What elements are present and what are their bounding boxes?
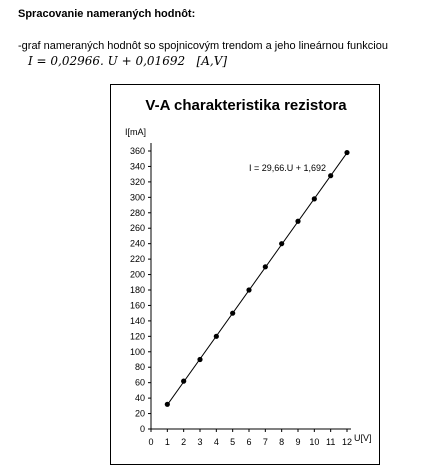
description-text: -graf nameraných hodnôt so spojnicovým trendom a jeho lineárnou funkciou xyxy=(18,40,388,52)
data-point xyxy=(197,357,202,362)
x-tick-label: 12 xyxy=(341,437,353,447)
x-tick-label: 9 xyxy=(295,437,301,447)
chart-container xyxy=(110,84,380,465)
y-tick-label: 60 xyxy=(134,377,145,388)
data-point xyxy=(246,287,251,292)
data-point xyxy=(181,379,186,384)
x-tick-label: 2 xyxy=(181,437,187,447)
y-tick-label: 80 xyxy=(134,362,145,373)
data-point xyxy=(165,402,170,407)
x-tick-label: 5 xyxy=(230,437,236,447)
data-point xyxy=(295,219,300,224)
x-axis-label: U[V] xyxy=(354,433,372,443)
y-tick-label: 280 xyxy=(129,207,145,218)
y-tick-label: 220 xyxy=(129,254,145,265)
y-tick-label: 160 xyxy=(129,300,145,311)
data-point xyxy=(279,241,284,246)
y-tick-label: 0 xyxy=(139,424,145,434)
data-point xyxy=(328,173,333,178)
chart-title: V-A charakteristika rezistora xyxy=(145,97,347,114)
y-tick-label: 40 xyxy=(134,393,145,404)
y-tick-label: 180 xyxy=(129,285,145,295)
data-point xyxy=(312,196,317,201)
y-tick-label: 360 xyxy=(129,146,145,156)
y-tick-label: 20 xyxy=(134,408,145,419)
y-tick-label: 200 xyxy=(129,269,145,280)
y-tick-label: 120 xyxy=(129,331,145,342)
x-tick-label: 3 xyxy=(197,437,203,447)
chart-plot xyxy=(111,85,381,466)
y-tick-label: 140 xyxy=(129,315,145,326)
x-tick-label: 8 xyxy=(279,437,285,447)
y-tick-label: 340 xyxy=(129,161,145,172)
x-tick-label: 10 xyxy=(309,437,320,447)
x-tick-label: 1 xyxy=(164,437,170,447)
y-tick-label: 100 xyxy=(129,346,145,357)
data-point xyxy=(214,334,219,339)
data-point xyxy=(344,150,349,155)
data-point xyxy=(230,311,235,316)
x-tick-label: 11 xyxy=(325,437,336,447)
y-tick-label: 320 xyxy=(129,176,145,187)
y-axis-label: I[mA] xyxy=(125,127,147,137)
linear-function-formula: I = 0,02966. U + 0,01692 [A,V] xyxy=(28,54,228,68)
y-tick-label: 240 xyxy=(129,238,145,249)
x-tick-label: 4 xyxy=(213,437,219,447)
y-tick-label: 300 xyxy=(129,192,145,203)
x-tick-label: 0 xyxy=(148,437,154,447)
section-heading: Spracovanie nameraných hodnôt: xyxy=(18,8,196,20)
trendline-equation: I = 29,66.U + 1,692 xyxy=(249,163,327,174)
y-tick-label: 260 xyxy=(129,223,145,234)
x-tick-label: 6 xyxy=(246,437,252,447)
trendline xyxy=(167,153,347,405)
x-tick-label: 7 xyxy=(262,437,268,447)
data-point xyxy=(263,264,268,269)
